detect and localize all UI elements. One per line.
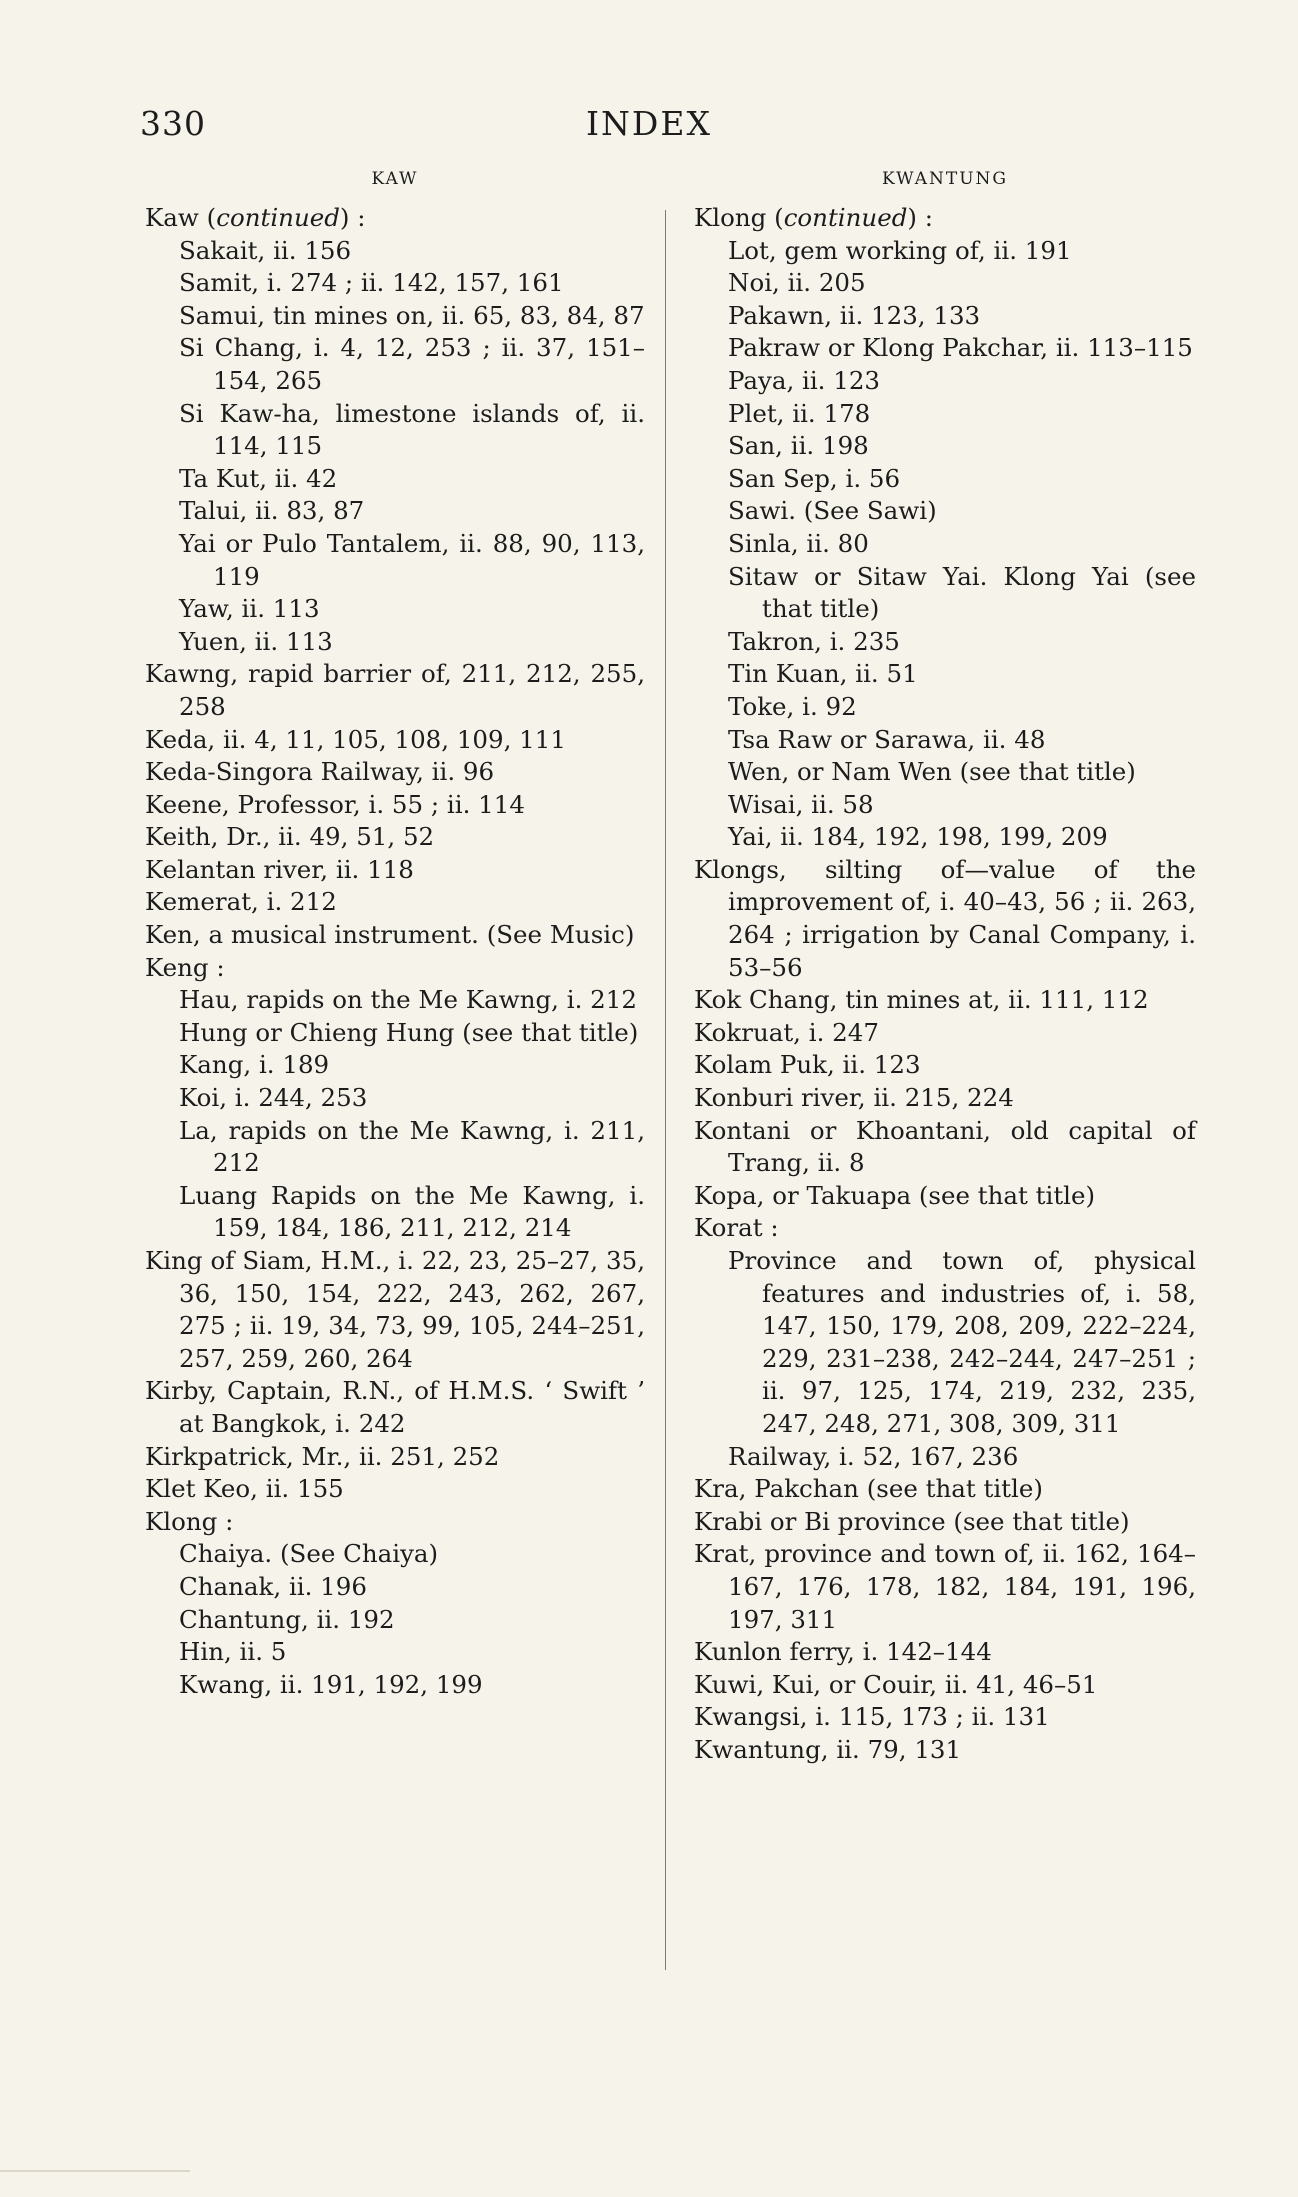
index-subentry: Sinla, ii. 80 [728,528,869,558]
index-subentry: Tsa Raw or Sarawa, ii. 48 [728,724,1046,754]
column-running-head: KWANTUNG [882,169,1008,189]
index-entry: Keda, ii. 4, 11, 105, 108, 109, 111 [145,724,566,754]
index-entry: Keene, Professor, i. 55 ; ii. 114 [145,789,525,819]
index-subentry: Pakraw or Klong Pakchar, ii. 113–115 [728,333,1193,363]
index-subentry: Railway, i. 52, 167, 236 [728,1441,1019,1471]
index-entry: Keng : [145,952,225,982]
index-entry: Kunlon ferry, i. 142–144 [694,1637,992,1667]
index-subentry: Yai, ii. 184, 192, 198, 199, 209 [728,822,1108,852]
index-entry: Kelantan river, ii. 118 [145,854,414,884]
index-subentry: San Sep, i. 56 [728,463,901,493]
index-entry: Klong (continued) : [694,203,933,232]
index-entry: Kemerat, i. 212 [145,887,337,917]
index-subentry: Chaiya. (See Chaiya) [179,1539,439,1569]
index-subentry: Sawi. (See Sawi) [728,496,937,526]
column-running-head: KAW [371,169,419,189]
index-subentry: Paya, ii. 123 [728,365,881,395]
index-entry: Kokruat, i. 247 [694,1017,879,1047]
index-entry: Keith, Dr., ii. 49, 51, 52 [145,822,435,852]
index-subentry: Si Chang, i. 4, 12, 253 ; ii. 37, 151–154, 265 [179,333,645,395]
index-subentry: Chanak, ii. 196 [179,1571,367,1601]
index-subentry: Talui, ii. 83, 87 [179,496,365,526]
index-entry: Krabi or Bi province (see that title) [694,1506,1130,1536]
index-subentry: Koi, i. 244, 253 [179,1083,368,1113]
index-subentry: Toke, i. 92 [728,691,857,721]
index-entry: Kontani or Khoantani, old capital of Trang, ii. 8 [694,1115,1196,1178]
index-subentry: Kang, i. 189 [179,1050,330,1080]
index-entry: Ken, a musical instrument. (See Music) [145,920,635,950]
index-subentry: Tin Kuan, ii. 51 [728,659,918,689]
index-entry: Krat, province and town of, ii. 162, 164–167, 176, 178, 182, 184, 191, 196, 197, 311 [694,1539,1196,1634]
index-entry: Keda-Singora Railway, ii. 96 [145,757,495,787]
index-entry: Kolam Puk, ii. 123 [694,1050,921,1080]
index-entry-list [145,202,645,1701]
index-subentry: Takron, i. 235 [728,626,900,656]
index-subentry: Hung or Chieng Hung (see that title) [179,1017,639,1047]
page-number: 330 [140,104,206,143]
index-subentry: Si Kaw-ha, limestone islands of, ii. 114, 115 [179,398,645,461]
index-subentry: Sakait, ii. 156 [179,235,352,265]
index-subentry: Plet, ii. 178 [728,398,871,428]
index-entry: Klet Keo, ii. 155 [145,1474,344,1504]
index-subentry: Chantung, ii. 192 [179,1604,395,1634]
index-entry: Korat : [694,1213,779,1243]
index-subentry: San, ii. 198 [728,431,869,461]
continued-marker: continued [783,203,908,232]
index-subentry: Sitaw or Sitaw Yai. Klong Yai (see that title) [728,561,1196,624]
index-subentry: Province and town of, physical features and industries of, i. 58, 147, 150, 179, 208, 209, 222–224, 229, 231–238, 242–244, 247–251 ; ii. 97, 125, 174, 219, 232, 235, 247, 248, 271, 308, 309, 311 [728,1246,1196,1438]
column-divider [665,210,666,1970]
continued-marker: continued [216,203,340,232]
page-edge-mark [0,2170,190,2172]
index-entry: Kwangsi, i. 115, 173 ; ii. 131 [694,1702,1050,1732]
index-entry: Kra, Pakchan (see that title) [694,1474,1043,1504]
page-title: INDEX [586,104,712,143]
index-entry: Konburi river, ii. 215, 224 [694,1083,1014,1113]
index-column-right [694,168,1196,1767]
index-subentry: La, rapids on the Me Kawng, i. 211, 212 [179,1115,645,1178]
index-entry: Kopa, or Takuapa (see that title) [694,1180,1096,1210]
index-subentry: Luang Rapids on the Me Kawng, i. 159, 184, 186, 211, 212, 214 [179,1180,645,1243]
index-subentry: Hin, ii. 5 [179,1637,287,1667]
index-entry: Kawng, rapid barrier of, 211, 212, 255, 258 [145,659,645,721]
index-entry: Kuwi, Kui, or Couir, ii. 41, 46–51 [694,1669,1098,1699]
index-entry: Klong : [145,1506,234,1536]
index-entry: Klongs, silting of—value of the improvement of, i. 40–43, 56 ; ii. 263, 264 ; irrigation by Canal Company, i. 53–56 [694,854,1196,982]
index-subentry: Kwang, ii. 191, 192, 199 [179,1669,483,1699]
index-entry: Kok Chang, tin mines at, ii. 111, 112 [694,985,1149,1015]
index-entry: Kirby, Captain, R.N., of H.M.S. ‘ Swift ’ at Bangkok, i. 242 [145,1376,645,1438]
index-subentry: Wen, or Nam Wen (see that title) [728,757,1136,787]
index-subentry: Noi, ii. 205 [728,268,866,298]
index-entry: Kaw (continued) : [145,203,366,232]
index-subentry: Samit, i. 274 ; ii. 142, 157, 161 [179,268,564,298]
index-subentry: Yaw, ii. 113 [179,594,320,624]
index-column-left [145,168,645,1701]
index-subentry: Yuen, ii. 113 [179,626,333,656]
index-subentry: Wisai, ii. 58 [728,789,874,819]
index-entry: Kirkpatrick, Mr., ii. 251, 252 [145,1441,500,1471]
index-subentry: Hau, rapids on the Me Kawng, i. 212 [179,985,637,1015]
index-entry: King of Siam, H.M., i. 22, 23, 25–27, 35, 36, 150, 154, 222, 243, 262, 267, 275 ; ii. 19, 34, 73, 99, 105, 244–251, 257, 259, 260, 264 [145,1246,645,1373]
index-entry: Kwantung, ii. 79, 131 [694,1734,962,1764]
index-subentry: Ta Kut, ii. 42 [179,463,338,493]
index-subentry: Yai or Pulo Tantalem, ii. 88, 90, 113, 119 [179,528,645,591]
index-subentry: Lot, gem working of, ii. 191 [728,235,1072,265]
index-subentry: Pakawn, ii. 123, 133 [728,300,981,330]
index-entry-list [694,202,1196,1767]
index-subentry: Samui, tin mines on, ii. 65, 83, 84, 87 [179,300,645,330]
